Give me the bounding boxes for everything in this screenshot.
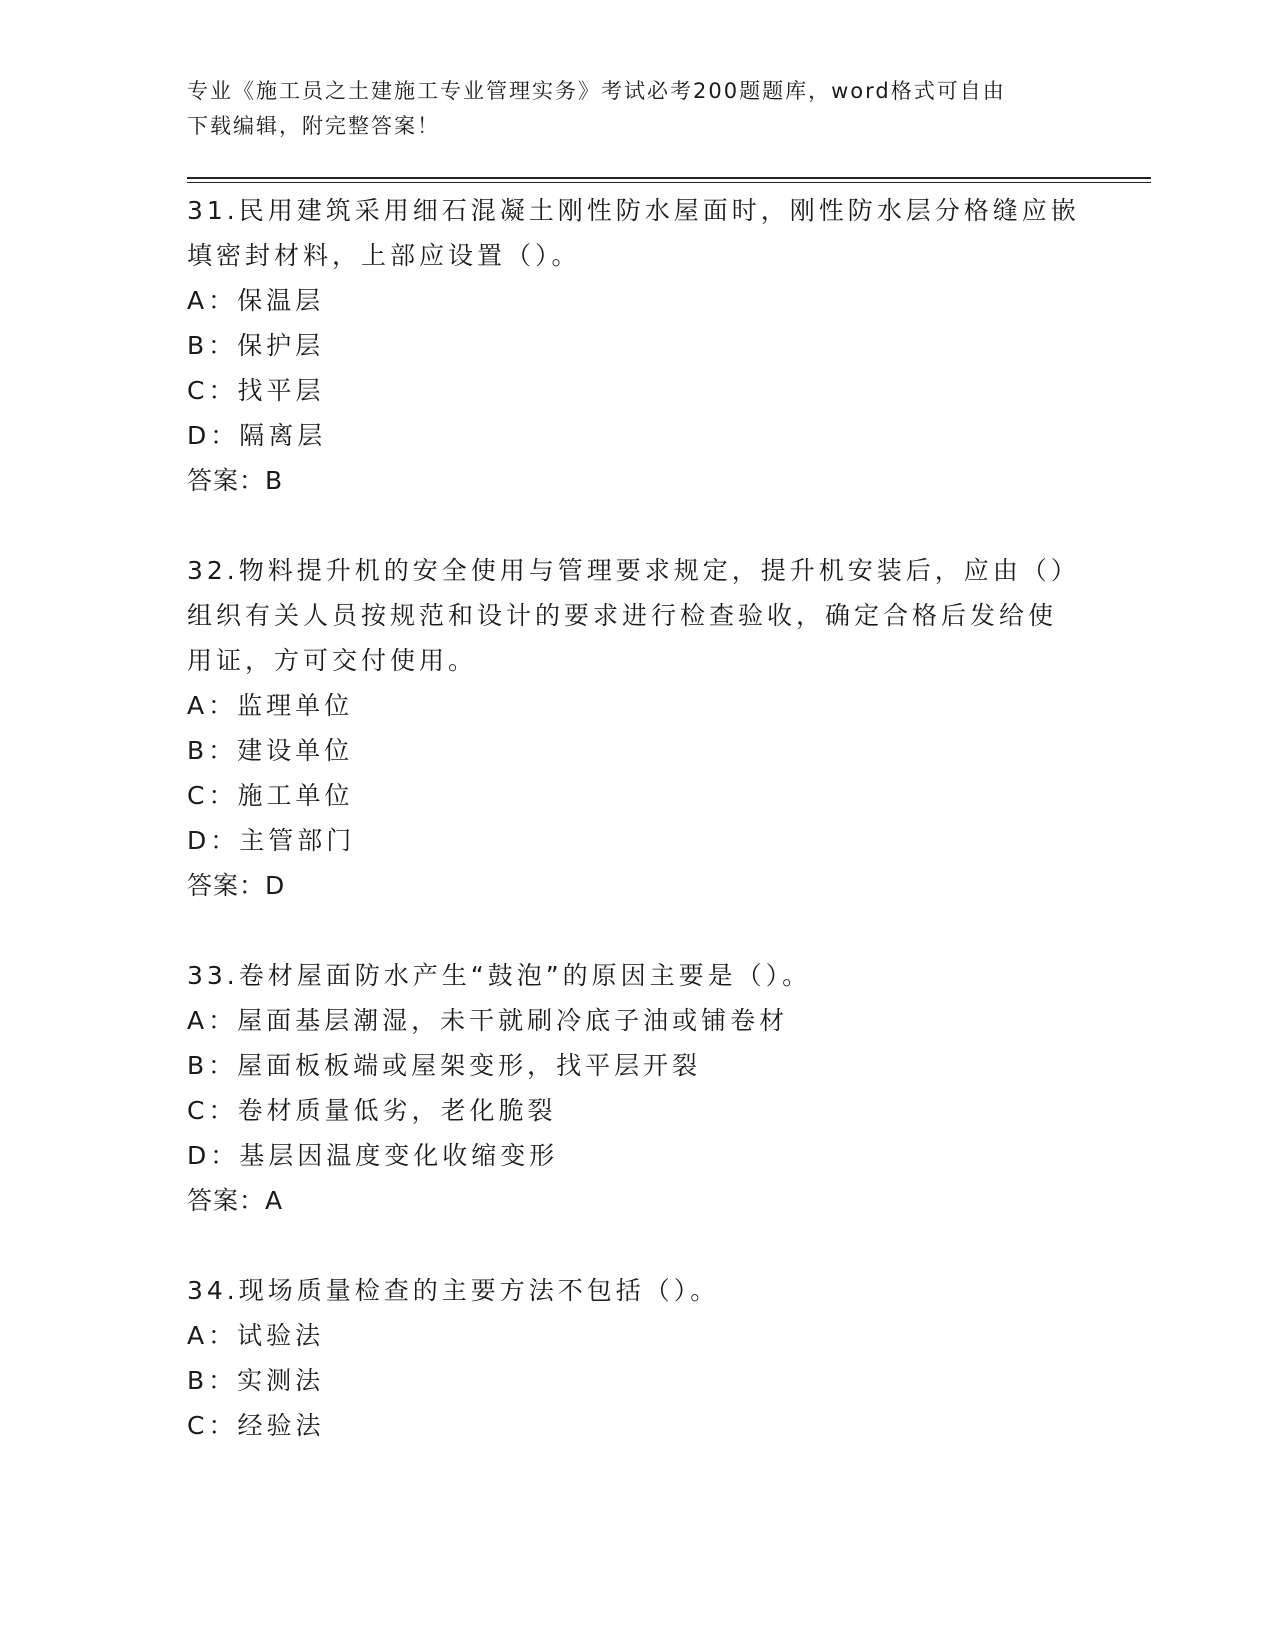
spacer bbox=[187, 503, 1087, 548]
option-c: C：卷材质量低劣，老化脆裂 bbox=[187, 1096, 557, 1125]
header-divider-thin bbox=[187, 182, 1151, 183]
option-a: A：监理单位 bbox=[187, 691, 354, 720]
option-c: C：找平层 bbox=[187, 376, 325, 405]
answer: 答案：D bbox=[187, 871, 286, 900]
question-stem: 33.卷材屋面防水产生“鼓泡”的原因主要是（）。 bbox=[187, 961, 812, 990]
answer: 答案：A bbox=[187, 1186, 284, 1215]
question-stem: 32.物料提升机的安全使用与管理要求规定，提升机安装后，应由（） bbox=[187, 556, 1080, 585]
document-header bbox=[187, 74, 1067, 144]
question-stem: 填密封材料，上部应设置（）。 bbox=[187, 241, 581, 270]
question-32 bbox=[187, 548, 1087, 908]
header-line-2: 下载编辑，附完整答案！ bbox=[187, 114, 440, 138]
question-stem: 34.现场质量检查的主要方法不包括（）。 bbox=[187, 1276, 720, 1305]
spacer bbox=[187, 908, 1087, 953]
header-divider-thick bbox=[187, 177, 1151, 179]
header-line-1: 专业《施工员之土建施工专业管理实务》考试必考200题题库，word格式可自由 bbox=[187, 79, 1006, 103]
option-a: A：屋面基层潮湿，未干就刷冷底子油或铺卷材 bbox=[187, 1006, 789, 1035]
option-d: D：基层因温度变化收缩变形 bbox=[187, 1141, 559, 1170]
option-a: A：试验法 bbox=[187, 1321, 325, 1350]
question-stem: 31.民用建筑采用细石混凝土刚性防水屋面时，刚性防水层分格缝应嵌 bbox=[187, 196, 1080, 225]
option-b: B：建设单位 bbox=[187, 736, 354, 765]
option-b: B：保护层 bbox=[187, 331, 325, 360]
spacer bbox=[187, 1223, 1087, 1268]
question-list bbox=[187, 188, 1087, 1448]
question-34 bbox=[187, 1268, 1087, 1448]
question-33 bbox=[187, 953, 1087, 1223]
option-d: D：隔离层 bbox=[187, 421, 327, 450]
option-c: C：施工单位 bbox=[187, 781, 354, 810]
option-c: C：经验法 bbox=[187, 1411, 325, 1440]
option-b: B：屋面板板端或屋架变形，找平层开裂 bbox=[187, 1051, 702, 1080]
question-stem: 用证，方可交付使用。 bbox=[187, 646, 478, 675]
option-a: A：保温层 bbox=[187, 286, 325, 315]
question-stem: 组织有关人员按规范和设计的要求进行检查验收，确定合格后发给使 bbox=[187, 601, 1058, 630]
question-31 bbox=[187, 188, 1087, 503]
option-b: B：实测法 bbox=[187, 1366, 325, 1395]
answer: 答案：B bbox=[187, 466, 284, 495]
option-d: D：主管部门 bbox=[187, 826, 356, 855]
